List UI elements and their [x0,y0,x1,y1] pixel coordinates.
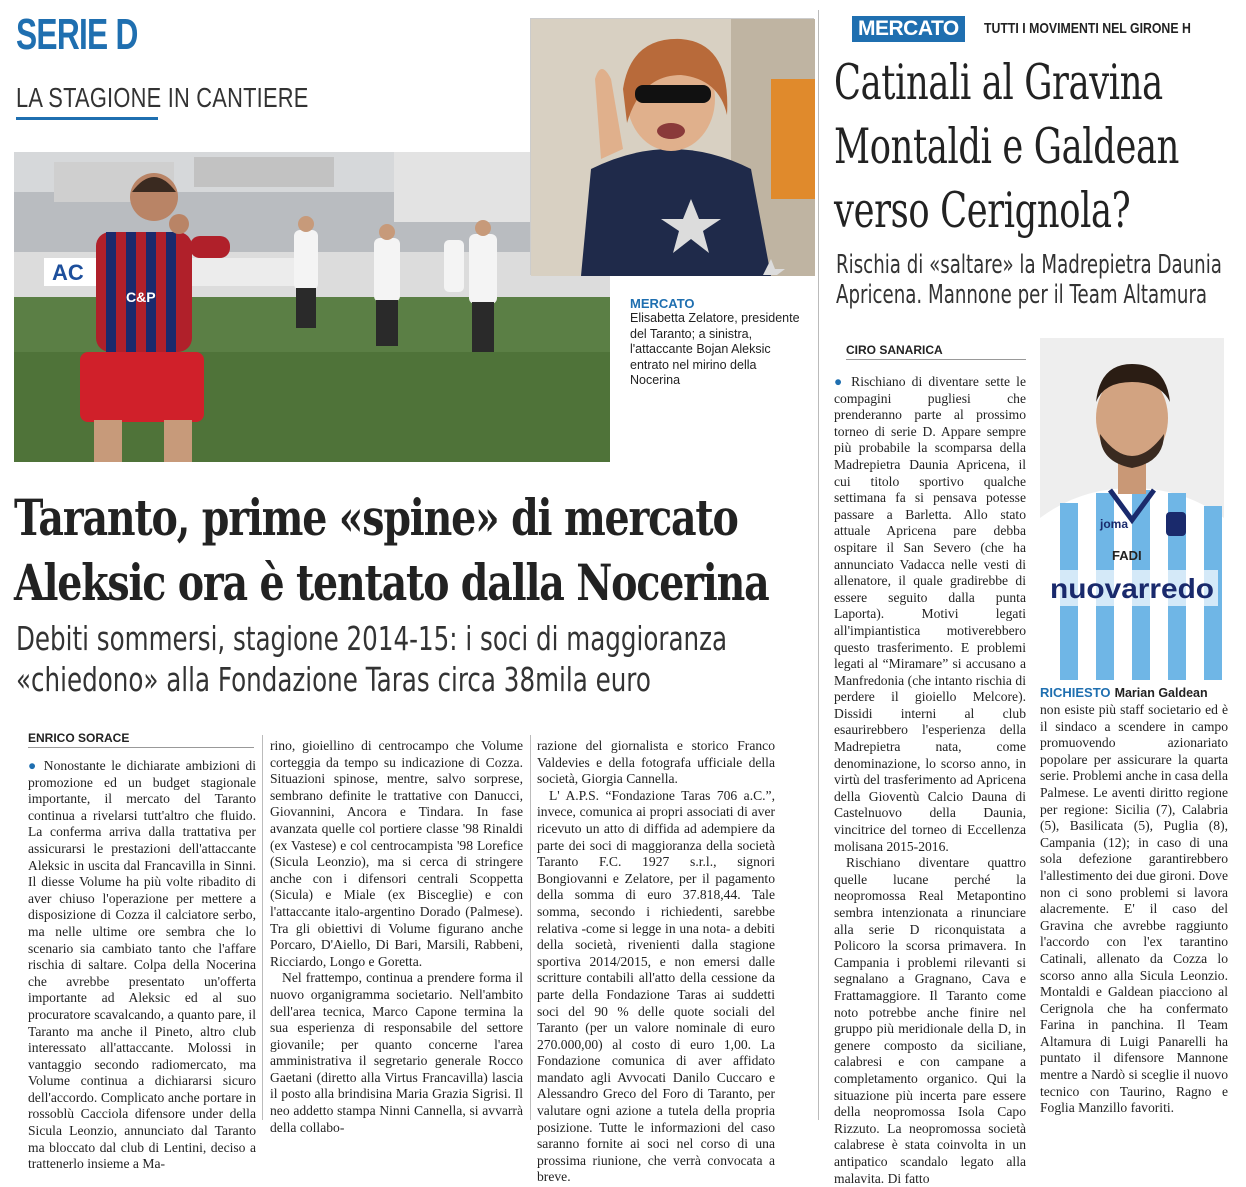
photo-galdean-illustration [1040,338,1224,680]
byline-main: ENRICO SORACE [28,731,254,748]
article-column-5 [1040,702,1228,1120]
photo-zelatore [530,18,814,275]
column-divider [262,735,263,1120]
byline-side: CIRO SANARICA [846,343,1026,360]
main-subhead-line1: Debiti sommersi, stagione 2014-15: i soci di maggioranza [16,619,728,658]
paragraph: razione del giornalista e storico Franco Valdevies e della fotografa ufficiale della società, Giorgia Cannella. [537,738,775,787]
mercato-badge: MERCATO [852,16,965,42]
caption-text: Elisabetta Zelatore, presidente del Taranto; a sinistra, l'attaccante Bojan Aleksic entrato nel mirino della Nocerina [630,311,800,387]
photo-zelatore-illustration [531,19,815,276]
side-subhead-line2: Apricena. Mannone per il Team Altamura [836,280,1208,310]
article-column-1 [28,758,257,1172]
caption-tag: RICHIESTO [1040,685,1111,700]
paragraph: Rischiano diventare quattro quelle lucane perché la neopromossa Real Metapontino sembra intenzionata a rinunciare alla serie D riconquistata a Policoro la scorsa primavera. In Campania i problemi rilevanti si segnalano a Gragnano, Cava e Frattamaggiore. Il Taranto come noto potrebbe anche finire nel gruppo più meridionale della D, in genere composto da siciliane, calabresi e con campane a completamento organico. Qui la situazione più incerta pare essere della neopromossa Isola Capo Rizzuto. La neopromossa società calabrese è stata coinvolta in un antipatico scandalo legato alla malavita. Di fatto [834,855,1026,1186]
photo-caption-mercato [630,296,800,389]
photo-caption-richiesto [1040,684,1230,702]
article-column-3 [537,738,775,1185]
jersey-main-sponsor: nuovarredo [1050,573,1214,604]
paragraph: Nonostante le dichiarate ambizioni di promozione ed un budget stagionale importante, il mercato del Taranto continua a rivelarsi tutt'altro che fluido. La conferma arriva dalla trattativa per assicurarsi le prestazioni dell'attaccante Aleksic in uscita dal Francavilla in Sinni. Il diesse Volume ha più volte ribadito di aver chiuso l'operazione per mettere a disposizione di Cozza il calciatore serbo, ma nelle ultime ore sembra che lo scenario sia cambiato tanto che l'affare rischia di saltare. Colpa della Nocerina che avrebbe presentato un'offerta importante ad Aleksic ed al suo procuratore scavalcando, a quanto pare, il Taranto ma anche il Pineto, altro club interessato all'attaccante. Molossi in vantaggio secondo radiomercato, ma Volume continua a dichiararsi sicuro dell'accordo. Complicato anche portare in rossoblù Cacciola difensore under della Sicula Leonzio, annunciato dal Taranto ma bloccato dal club di Lentini, deciso a trattenerlo insieme a Ma- [28,758,257,1172]
paragraph: Rischiano di diventare sette le compagini pugliesi che prenderanno parte al prossimo torneo di serie D. Appare sempre più probabile la scomparsa della Madrepietra Daunia Apricena, il cui titolo sportivo qualche settimana fa si pensava potesse passare a Barletta. Allo stato attuale Apricena pare debba ospitare il San Severo (che ha annunciato Vadacca nelle vesti di allenatore, il quale gradirebbe di essere seguito dalla punta Laporta). Motivi legati all'impiantistica motiverebbero questo trasferimento. E problemi legati al “Miramare” si accusano a Manfredonia (che intanto rischia di perdere il gioiello Melcore). Dissidi interni al club esaurirebbero l'esperienza della Madrepietra nata, come denominazione, lo scorso anno, in virtù del trasferimento ad Apricena della Gioventù Calcio Dauna di Castelnuovo della Daunia, vincitrice del torneo di Eccellenza molisana 2015-2016. [834,374,1026,854]
side-headline-line3: verso Cerignola? [834,182,1131,239]
main-headline-line2: Aleksic ora è tentato dalla Nocerina [14,553,769,612]
paragraph: non esiste più staff societario ed è il sindaco a scendere in campo promuovendo azionariato popolare per assicurare la quarta serie. Problemi anche in casa della Palmese. Le aventi diritto regione per regione: Sicilia (7), Calabria (5), Basilicata (5), Puglia (8), Campania (12); in caso di una sola defezione garantirebbero l'allestimento dei due gironi. Dove non ci sono problemi si lavora alacremente. E' il caso del Gravina che avrebbe raggiunto l'accordo con l'ex tarantino Catinali, allenato da Cozza lo scorso anno alla Sicula Leonzio. Montaldi e Galdean piacciono al Cerignola che ha confermato Farina in panchina. Il Team Altamura di Luigi Panarelli ha puntato il difensore Mannone mentre a Nardò si sceglie il nuovo tecnico con Taurino, Ragno e Foglia Manzillo favoriti. [1040,702,1228,1116]
side-headline-line2: Montaldi e Galdean [834,118,1180,175]
section-divider [818,10,819,1120]
ad-board-text: AC [52,260,84,285]
jersey-brand: joma [1100,517,1129,531]
paragraph: Nel frattempo, continua a prendere forma il nuovo organigramma societario. Nell'ambito dell'area tecnica, Marco Capone termina la sua esperienza di responsabile del settore giovanile; per quanto concerne l'area amministrativa il segretario generale Rocco Gaetani (diretto alla Virtus Francavilla) lascia il posto alla brindisina Maria Grazia Sigrisi. Il neo addetto stampa Ninni Cannella, si avvarrà della collabo- [270,970,523,1135]
photo-galdean [1040,338,1224,680]
bullet-icon: ● [834,374,852,389]
bullet-icon: ● [28,758,44,773]
shirt-sponsor: C&P [126,289,156,305]
section-tag: SERIE D [16,10,138,59]
article-column-4 [834,374,1026,1186]
caption-text: Marian Galdean [1114,686,1208,700]
jersey-small-sponsor: FADI [1112,548,1142,563]
main-subhead-line2: «chiedono» alla Fondazione Taras circa 38mila euro [16,660,651,699]
column-divider [530,735,531,1120]
side-subhead-line1: Rischia di «saltare» la Madrepietra Daunia [836,250,1222,280]
main-headline-line1: Taranto, prime «spine» di mercato [14,488,738,547]
section-underline [16,117,158,120]
paragraph: rino, gioiellino di centrocampo che Volume corteggia da tempo su indicazione di Cozza. Situazioni spinose, mentre, salvo sorprese, sembrano definite le trattative con Danucci, Giovannini, Ancora e Tindara. In fase avanzata quelle col portiere classe '98 Rinaldi (ex Vastese) e col centrocampista '98 Lorefice (Sicula Leonzio), ma si cerca di stringere anche con i difensori centrali Scoppetta (Sicula) e Miale (ex Bisceglie) e con l'attaccante italo-argentino Dorado (Palmese). Tra gli obiettivi di Volume figurano anche Porcaro, D'Aiello, Di Bari, Marsili, Rabbeni, Ricciardo, Longo e Goretta. [270,738,523,969]
paragraph: L' A.P.S. “Fondazione Taras 706 a.C.”, invece, comunica ai propri associati di aver ricevuto un atto di diffida ad adempiere da parte dei soci di maggioranza della società Taranto F.C. 1927 s.r.l., signori Bongiovanni e Zelatore, per il pagamento della somma di euro 37.818,44. Tale somma, secondo i richiedenti, sarebbe relativa -come si legge in una nota- a debiti della società, rivenienti dalla stagione sportiva 2014/2015, e non emersi dalle scritture contabili all'atto della cessione da parte della Fondazione Taras ai suddetti soci del 90 % delle quote sociali del Taranto (per un valore nominale di euro 270.000,00) al costo di euro 1,00. La Fondazione comunica di aver affidato mandato agli Avvocati Danilo Cuccaro e Alessandro Greco del Foro di Taranto, per valutare ogni azione a tutela della propria posizione. Tutte le informazioni del caso saranno fornite ai soci nel corso di una prossima riunione, che verrà convocata a breve. [537,787,775,1185]
mercato-badge-subtitle: TUTTI I MOVIMENTI NEL GIRONE H [984,20,1191,37]
article-column-2 [270,738,523,1135]
caption-tag: MERCATO [630,296,695,311]
side-headline-line1: Catinali al Gravina [834,54,1163,111]
section-title: LA STAGIONE IN CANTIERE [16,82,309,113]
photo-aleksic-illustration [14,152,610,462]
photo-aleksic [14,152,610,462]
